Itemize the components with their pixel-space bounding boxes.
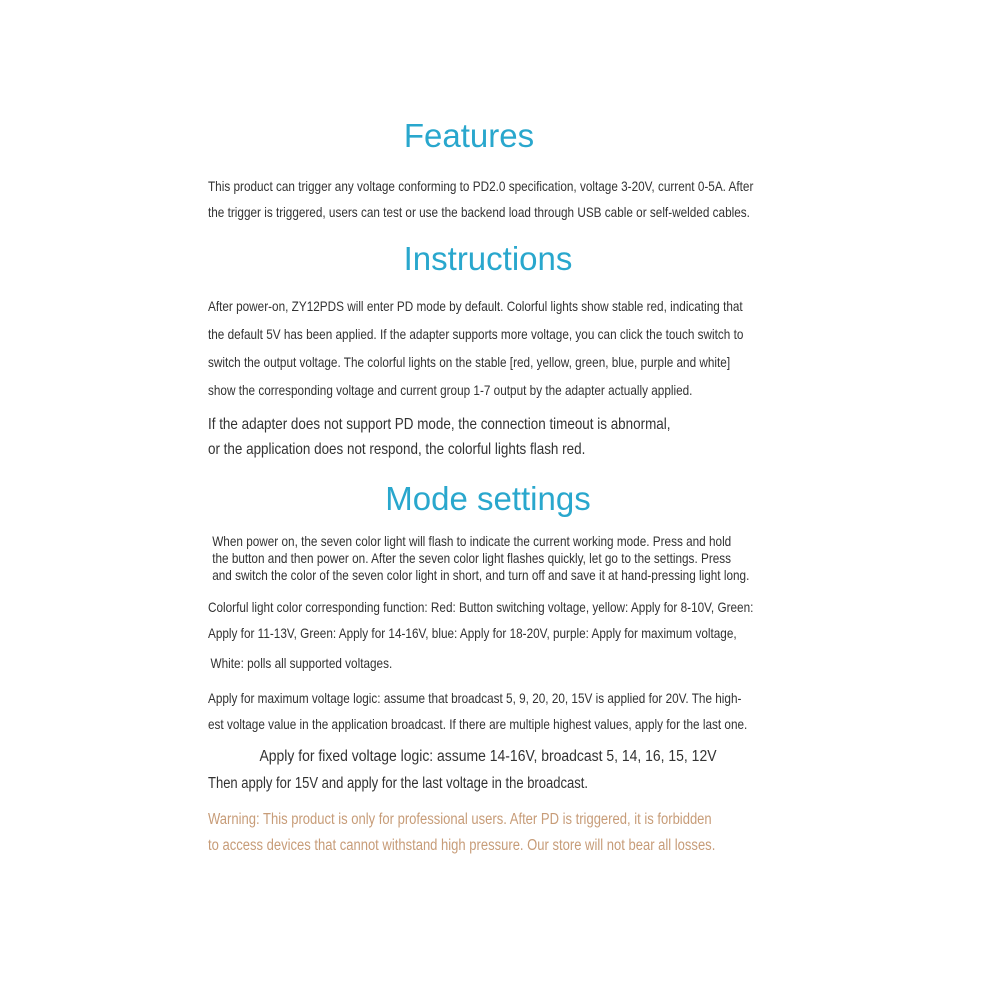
text-line: White: polls all supported voltages. [210, 654, 393, 671]
fixed-voltage-logic-line [236, 744, 740, 770]
mode-settings-heading: Mode settings [385, 480, 591, 518]
text-line: switch the output voltage. The colorful lights on the stable [red, yellow, green, blue, purple and white] [208, 354, 731, 371]
text-line: When power on, the seven color light will flash to indicate the current working mode. Press and hold [212, 532, 732, 549]
instructions-heading: Instructions [403, 239, 573, 277]
text-line: the button and then power on. After the seven color light flashes quickly, let go to the settings. Press [212, 549, 732, 566]
text-line: If the adapter does not support PD mode, the connection timeout is abnormal, [208, 416, 671, 434]
features-heading: Features [403, 117, 535, 154]
text-line: the default 5V has been applied. If the adapter supports more voltage, you can click the touch switch to [208, 326, 744, 343]
then-apply-line [208, 771, 678, 797]
text-line: Warning: This product is only for professional users. After PD is triggered, it is forbidden [208, 810, 712, 828]
content-column [208, 0, 768, 859]
max-voltage-logic-paragraph [208, 685, 748, 737]
text-line: to access devices that cannot withstand high pressure. Our store will not bear all losses. [208, 836, 716, 854]
features-paragraph [208, 173, 754, 225]
text-line: Apply for maximum voltage logic: assume that broadcast 5, 9, 20, 20, 15V is applied for 20V. The high- [208, 689, 742, 706]
white-polls-line [208, 650, 678, 676]
color-function-paragraph [208, 594, 754, 646]
text-line: or the application does not respond, the colorful lights flash red. [208, 441, 586, 459]
text-line: This product can trigger any voltage conforming to PD2.0 specification, voltage 3-20V, current 0-5A. After [208, 177, 754, 194]
instructions-paragraph [208, 292, 744, 404]
text-line: Apply for fixed voltage logic: assume 14-16V, broadcast 5, 14, 16, 15, 12V [259, 747, 717, 765]
text-line: Then apply for 15V and apply for the last voltage in the broadcast. [208, 774, 588, 792]
no-pd-support-paragraph [208, 412, 678, 462]
text-line: est voltage value in the application broadcast. If there are multiple highest values, apply for the last one. [208, 715, 748, 732]
text-line: the trigger is triggered, users can test or use the backend load through USB cable or self-welded cables. [208, 203, 750, 220]
text-line: Apply for 11-13V, Green: Apply for 14-16V, blue: Apply for 18-20V, purple: Apply for maximum voltage, [208, 624, 737, 641]
text-line: show the corresponding voltage and current group 1-7 output by the adapter actually applied. [208, 382, 693, 399]
mode-settings-intro-paragraph [208, 532, 750, 584]
text-line: After power-on, ZY12PDS will enter PD mode by default. Colorful lights show stable red, indicating that [208, 298, 743, 315]
warning-paragraph [208, 807, 716, 859]
text-line: and switch the color of the seven color light in short, and turn off and save it at hand-pressing light long. [212, 566, 750, 583]
text-line: Colorful light color corresponding function: Red: Button switching voltage, yellow: Apply for 8-10V, Green: [208, 598, 754, 615]
